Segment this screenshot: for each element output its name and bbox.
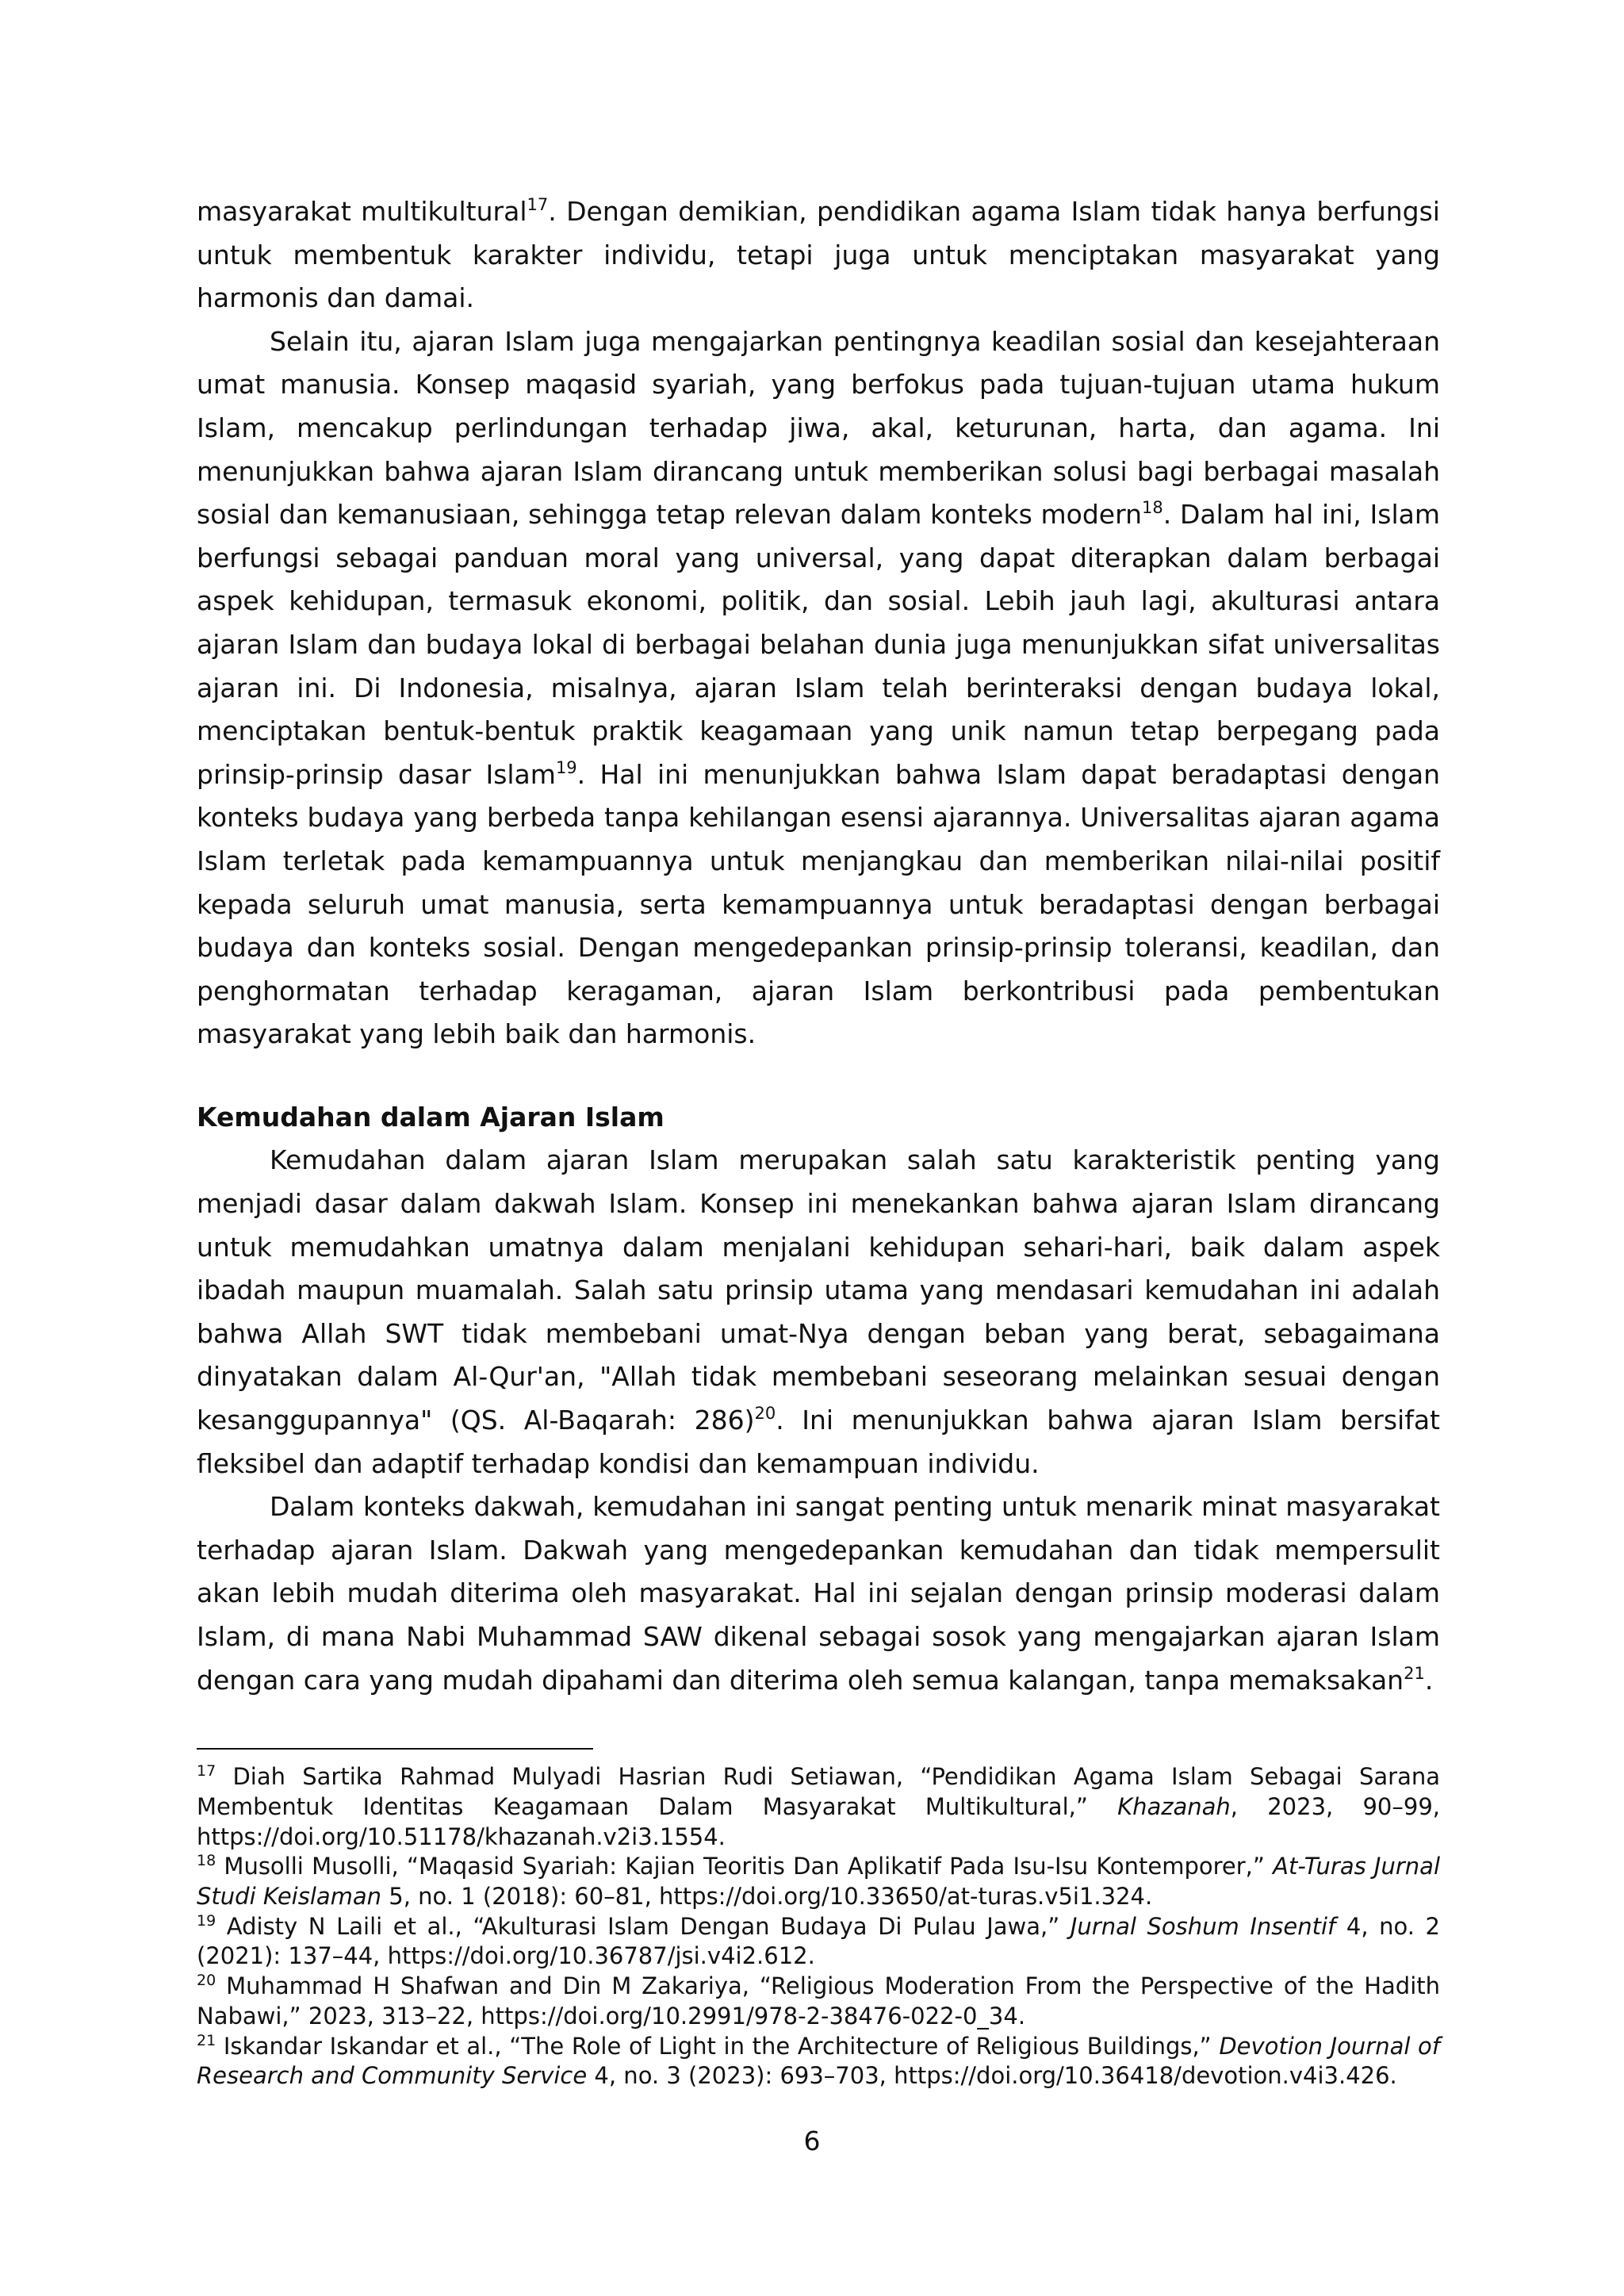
paragraph-text: . bbox=[1424, 1664, 1434, 1696]
footnote-ref[interactable]: 21 bbox=[1404, 1663, 1425, 1683]
footnote-text: Diah Sartika Rahmad Mulyadi Hasrian Rudi Setiawan, “Pendidikan Agama Islam Sebagai Sarana Membentuk Identitas Keagamaan Dalam Masyarakat Multikultural,” bbox=[197, 1763, 1440, 1820]
footnote-ref[interactable]: 20 bbox=[754, 1404, 776, 1424]
footnote-text: , 2023, 90–99, https://doi.org/10.51178/khazanah.v2i3.1554. bbox=[197, 1792, 1440, 1850]
paragraph-3 bbox=[197, 1139, 1440, 1485]
paragraph-2 bbox=[197, 320, 1440, 1056]
footnotes bbox=[197, 1762, 1440, 2091]
footnote-text: Iskandar Iskandar et al., “The Role of Light in the Architecture of Religious Buildings,” bbox=[216, 2032, 1220, 2060]
footnote-text: 4, no. 3 (2023): 693–703, https://doi.org/10.36418/devotion.v4i3.426. bbox=[587, 2062, 1397, 2090]
paragraph-text: . Dalam hal ini, Islam berfungsi sebagai panduan moral yang universal, yang dapat diterapkan dalam berbagai aspek kehidupan, termasuk ekonomi, politik, dan sosial. Lebih jauh lagi, akulturasi antara ajaran Islam dan budaya lokal di berbagai belahan dunia juga menunjukkan sifat universalitas ajaran ini. Di Indonesia, misalnya, ajaran Islam telah berinteraksi dengan budaya lokal, menciptakan bentuk-bentuk praktik keagamaan yang unik namun tetap berpegang pada prinsip-prinsip dasar Islam bbox=[197, 499, 1440, 790]
footnote-italic: At-Turas Jurnal Studi Keislaman bbox=[197, 1853, 1440, 1910]
section-heading: Kemudahan dalam Ajaran Islam bbox=[197, 1101, 665, 1133]
footnote-italic: Devotion Journal of Research and Community Service bbox=[197, 2032, 1440, 2090]
body-text bbox=[197, 190, 1440, 1702]
paragraph-4 bbox=[197, 1485, 1440, 1702]
paragraph-text: . Hal ini menunjukkan bahwa Islam dapat beradaptasi dengan konteks budaya yang berbeda tanpa kehilangan esensi ajarannya. Universalitas ajaran agama Islam terletak pada kemampuannya untuk menjangkau dan memberikan nilai-nilai positif kepada seluruh umat manusia, serta kemampuannya untuk beradaptasi dengan berbagai budaya dan konteks sosial. Dengan mengedepankan prinsip-prinsip toleransi, keadilan, dan penghormatan terhadap keragaman, ajaran Islam berkontribusi pada pembentukan masyarakat yang lebih baik dan harmonis. bbox=[197, 758, 1440, 1050]
footnote-17 bbox=[197, 1762, 1440, 1852]
footnote-18 bbox=[197, 1852, 1440, 1911]
footnote-ref[interactable]: 17 bbox=[527, 195, 549, 214]
footnote-number: 17 bbox=[197, 1762, 216, 1780]
footnote-text: Adisty N Laili et al., “Akulturasi Islam Dengan Budaya Di Pulau Jawa,” bbox=[216, 1912, 1071, 1940]
footnote-italic: Jurnal Soshum Insentif bbox=[1070, 1912, 1336, 1940]
footnote-text: Muhammad H Shafwan and Din M Zakariya, “Religious Moderation From the Perspective of the Hadith Nabawi,” 2023, 313–22, https://doi.org/10.2991/978-2-38476-022-0_34. bbox=[197, 1972, 1440, 2030]
footnote-number: 19 bbox=[197, 1911, 216, 1930]
footnote-text: 5, no. 1 (2018): 60–81, https://doi.org/10.33650/at-turas.v5i1.324. bbox=[381, 1883, 1153, 1910]
footnote-19 bbox=[197, 1912, 1440, 1972]
footnote-text: 4, no. 2 (2021): 137–44, https://doi.org/10.36787/jsi.v4i2.612. bbox=[197, 1912, 1440, 1970]
footnote-text: Musolli Musolli, “Maqasid Syariah: Kajian Teoritis Dan Aplikatif Pada Isu-Isu Kontemporer,” bbox=[216, 1853, 1274, 1880]
footnote-italic: Khazanah bbox=[1117, 1792, 1231, 1820]
paragraph-text: Selain itu, ajaran Islam juga mengajarkan pentingnya keadilan sosial dan kesejahteraan umat manusia. Konsep maqasid syariah, yang berfokus pada tujuan-tujuan utama hukum Islam, mencakup perlindungan terhadap jiwa, akal, keturunan, harta, dan agama. Ini menunjukkan bahwa ajaran Islam dirancang untuk memberikan solusi bagi berbagai masalah sosial dan kemanusiaan, sehingga tetap relevan dalam konteks modern bbox=[197, 325, 1440, 531]
footnote-number: 21 bbox=[197, 2031, 216, 2049]
footnote-number: 20 bbox=[197, 1972, 216, 1990]
page-number: 6 bbox=[803, 2125, 821, 2156]
paragraph-1 bbox=[197, 190, 1440, 320]
paragraph-text: Kemudahan dalam ajaran Islam merupakan salah satu karakteristik penting yang menjadi dasar dalam dakwah Islam. Konsep ini menekankan bahwa ajaran Islam dirancang untuk memudahkan umatnya dalam menjalani kehidupan sehari-hari, baik dalam aspek ibadah maupun muamalah. Salah satu prinsip utama yang mendasari kemudahan ini adalah bahwa Allah SWT tidak membebani umat-Nya dengan beban yang berat, sebagaimana dinyatakan dalam Al-Qur'an, "Allah tidak membebani seseorang melainkan sesuai dengan kesanggupannya" (QS. Al-Baqarah: 286) bbox=[197, 1144, 1440, 1436]
paragraph-text: masyarakat multikultural bbox=[197, 196, 527, 227]
document-page bbox=[197, 190, 1440, 2091]
footnote-20 bbox=[197, 1972, 1440, 2031]
footnote-separator bbox=[197, 1748, 593, 1750]
paragraph-text: . Dengan demikian, pendidikan agama Islam tidak hanya berfungsi untuk membentuk karakter individu, tetapi juga untuk menciptakan masyarakat yang harmonis dan damai. bbox=[197, 196, 1440, 314]
paragraph-text: . Ini menunjukkan bahwa ajaran Islam bersifat fleksibel dan adaptif terhadap kondisi dan kemampuan individu. bbox=[197, 1405, 1440, 1479]
footnote-number: 18 bbox=[197, 1852, 216, 1870]
footnote-ref[interactable]: 19 bbox=[555, 757, 577, 777]
footnote-21 bbox=[197, 2032, 1440, 2091]
footnote-ref[interactable]: 18 bbox=[1142, 498, 1163, 518]
paragraph-text: Dalam konteks dakwah, kemudahan ini sangat penting untuk menarik minat masyarakat terhadap ajaran Islam. Dakwah yang mengedepankan kemudahan dan tidak mempersulit akan lebih mudah diterima oleh masyarakat. Hal ini sejalan dengan prinsip moderasi dalam Islam, di mana Nabi Muhammad SAW dikenal sebagai sosok yang mengajarkan ajaran Islam dengan cara yang mudah dipahami dan diterima oleh semua kalangan, tanpa memaksakan bbox=[197, 1491, 1440, 1696]
